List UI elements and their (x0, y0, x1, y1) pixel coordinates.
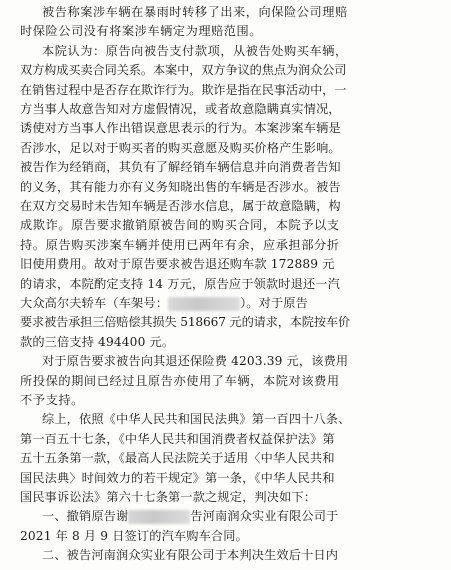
line-text: 五十五条第一款，《最高人民法院关于适用〈中华人民共和 (20, 451, 335, 466)
text-line (42, 3, 451, 22)
text-line (20, 391, 451, 410)
text-line (20, 449, 451, 468)
text-line (20, 372, 451, 391)
line-text: 2021 年 8 月 9 日签订的汽车购车合同。 (20, 528, 248, 543)
text-line (20, 139, 451, 158)
text-line (20, 488, 451, 507)
redacted-text (128, 510, 190, 524)
line-text: 的请求，本院酌定支持 14 万元，原告应于领款时退还一汽 (20, 276, 340, 291)
text-line (20, 527, 451, 546)
line-text: 要求被告承担三倍赔偿其损失 518667 元的请求，本院按车价 (20, 315, 350, 330)
text-line (20, 255, 451, 274)
line-text: 的义务，其有能力亦有义务知晓出售的车辆是否涉水。被告 (20, 179, 341, 194)
line-text: 被告作为经销商，其负有了解经销车辆信息并向消费者告知 (20, 160, 341, 175)
line-text: 被告称案涉车辆在暴雨时转移了出来，向保险公司理赔 (42, 5, 348, 19)
text-line (42, 546, 451, 565)
text-line (42, 410, 451, 429)
text-line (20, 81, 451, 100)
line-text: 否涉水，足以对于购买者的购买意愿及购买价格产生影响。 (20, 140, 341, 155)
text-line (20, 178, 451, 197)
line-text: 持。原告购买涉案车辆并使用已两年有余，应承担部分折 (20, 237, 340, 252)
text-line (20, 119, 451, 138)
text-line (20, 236, 451, 255)
text-line (42, 507, 451, 526)
line-text: 一、撤销原告谢 (42, 509, 129, 524)
line-text: 第一百五十七条，《中华人民共和国消费者权益保护法》第 (20, 431, 335, 446)
text-line (42, 352, 451, 371)
line-text: 对于原告要求被告向其退还保险费 4203.39 元，该费用 (42, 354, 349, 369)
line-text: 国民法典〉时间效力的若干规定》第一条，《中华人民共和 (20, 470, 335, 485)
text-line (20, 294, 451, 313)
text-line (20, 100, 451, 119)
line-text: 旧使用费用。故对于原告要求被告退还购车款 172889 元 (20, 257, 335, 272)
text-line (20, 216, 451, 235)
line-text: 诱使对方当事人作出错误意思表示的行为。本案涉案车辆是 (20, 121, 341, 136)
text-line (20, 22, 451, 41)
line-text: 不予支持。 (20, 393, 84, 407)
text-line (20, 469, 451, 488)
text-line (20, 158, 451, 177)
line-text: ）。对于原告 (240, 296, 308, 310)
redacted-text (168, 297, 240, 311)
text-line (20, 333, 451, 352)
line-text: 国民事诉讼法》第六十七条第一款之规定，判决如下： (20, 490, 317, 504)
line-text: 在销售过程中是否存在欺诈行为。欺诈是指在民事活动中，一 (20, 82, 347, 97)
text-line (42, 42, 451, 61)
line-text: 二、被告河南润众实业有限公司于本判决生效后十日内 (42, 548, 339, 563)
line-text: 款的三倍支持 494400 元。 (20, 334, 175, 349)
line-text: 告河南润众实业有限公司于 (190, 509, 339, 524)
text-line (20, 430, 451, 449)
line-text: 大众高尔夫轿车（车架号： (20, 296, 169, 310)
line-text: 时保险公司没有将案涉车辆定为理赔范围。 (20, 24, 263, 39)
text-line (20, 275, 451, 294)
line-text: 本院认为：原告向被告支付款项，从被告处购买车辆， (42, 43, 348, 58)
text-line (20, 197, 451, 216)
text-line (20, 313, 451, 332)
line-text: 方当事人故意告知对方虚假情况，或者故意隐瞒真实情况， (20, 102, 341, 116)
line-text: 成欺诈。原告要求撤销原被告间的购买合同，本院予以支 (20, 218, 340, 233)
line-text: 在双方交易时未告知车辆是否涉水信息，属于故意隐瞒，构 (20, 199, 341, 213)
line-text: 所投保的期间已经过且原告亦使用了车辆，本院对该费用 (20, 373, 340, 388)
text-line (20, 61, 451, 80)
line-text: 双方构成买卖合同关系。本案中，双方争议的焦点为润众公司 (20, 63, 347, 78)
line-text: 综上，依照《中华人民共和国民法典》第一百四十八条、 (42, 412, 351, 427)
